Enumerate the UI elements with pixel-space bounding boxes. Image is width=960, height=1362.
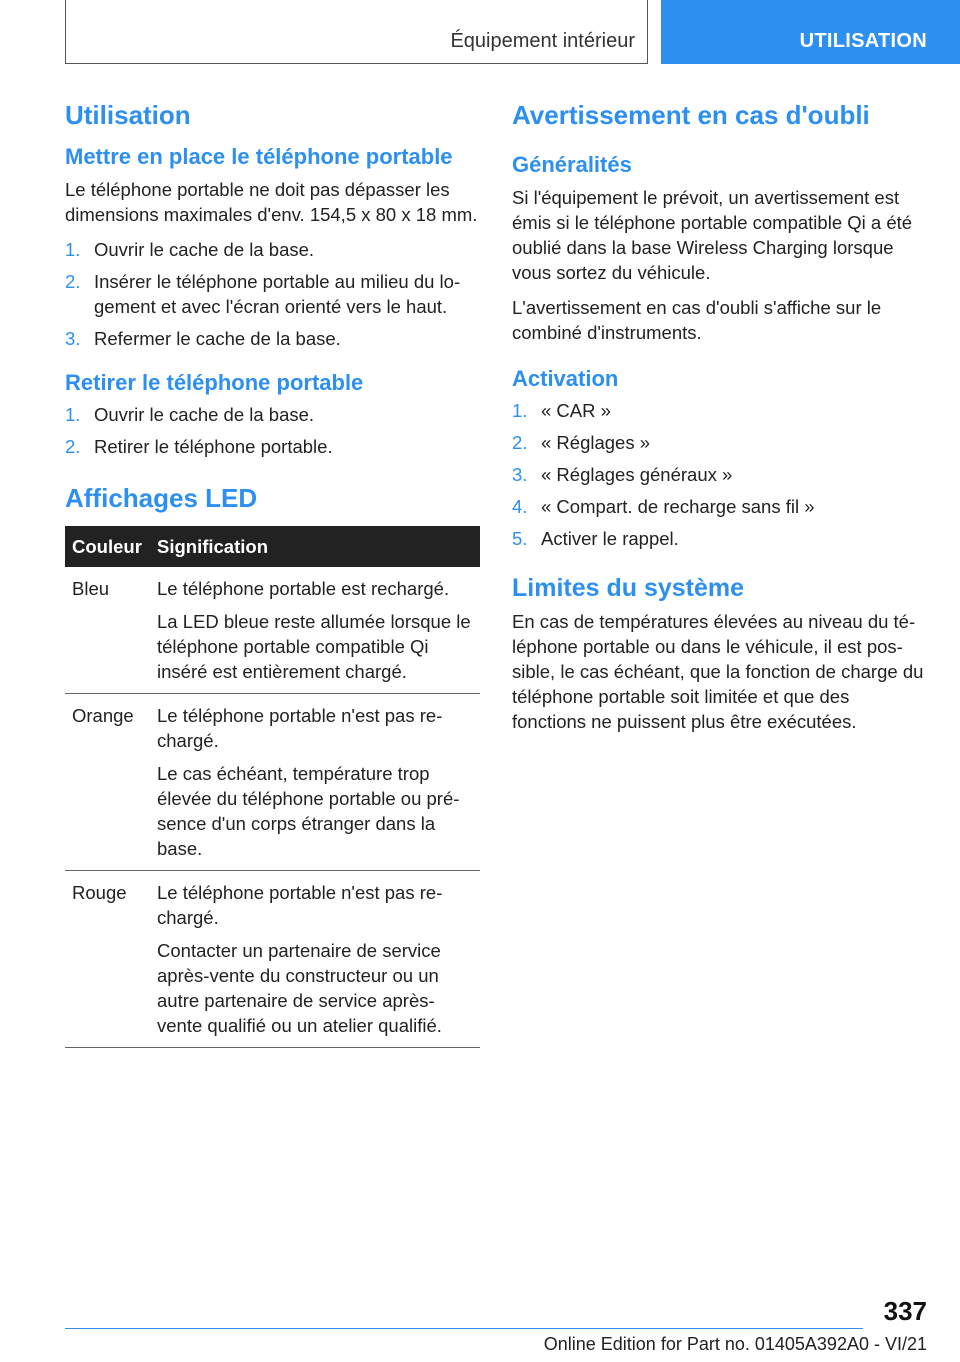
subsection-title-limits: Limites du système: [512, 574, 745, 603]
led-meaning-detail: Contacter un partenaire de service après-vente du constructeur ou un autre partenaire de service après-vente qualifié ou un atelier qualifié.: [157, 940, 442, 1037]
list-item: [512, 398, 927, 423]
led-meaning: [150, 567, 480, 694]
right-column: [512, 100, 927, 744]
column-header-meaning: Signification: [157, 536, 268, 558]
led-meaning: [150, 694, 480, 871]
step-text: Insérer le téléphone portable au milieu du logement et avec l'écran orienté vers le haut.: [94, 270, 461, 317]
led-meaning: [150, 871, 480, 1048]
step-text: « Compart. de recharge sans fil »: [541, 496, 815, 518]
subsection-title-remove: Retirer le téléphone portable: [65, 369, 364, 395]
step-text: « CAR »: [541, 400, 611, 422]
step-text: Ouvrir le cache de la base.: [94, 238, 315, 260]
step-number: 2.: [512, 432, 528, 454]
step-text: Refermer le cache de la base.: [94, 327, 341, 349]
general-paragraph-2: L'avertissement en cas d'oubli s'affiche sur le combiné d'instruments.: [512, 296, 882, 343]
header-section-title: Équipement intérieur: [450, 30, 635, 52]
led-table: [65, 526, 480, 1048]
table-row: [65, 694, 480, 871]
led-meaning-main: Le téléphone portable n'est pas rechargé.: [157, 882, 443, 929]
section-title-led: Affichages LED: [65, 483, 258, 514]
list-item: [512, 430, 927, 455]
list-item: [65, 326, 480, 351]
column-header-color: Couleur: [72, 536, 142, 558]
list-item: [65, 434, 480, 459]
step-number: 1.: [65, 238, 81, 260]
step-text: Ouvrir le cache de la base.: [94, 404, 315, 426]
step-number: 3.: [65, 327, 81, 349]
led-meaning-detail: Le cas échéant, température trop élevée du téléphone portable ou présence d'un corps étranger dans la base.: [157, 763, 460, 860]
list-item: [512, 526, 927, 551]
step-number: 1.: [512, 400, 528, 422]
page-number: 337: [883, 1296, 927, 1326]
insert-steps: [65, 237, 480, 351]
footer-edition: Online Edition for Part no. 01405A392A0 - VI/21: [543, 1334, 927, 1354]
list-item: [512, 494, 927, 519]
step-number: 5.: [512, 528, 528, 550]
step-text: « Réglages généraux »: [541, 464, 733, 486]
led-meaning-main: Le téléphone portable n'est pas rechargé.: [157, 705, 443, 752]
header-chapter-title: UTILISATION: [799, 30, 927, 52]
step-number: 2.: [65, 270, 81, 292]
step-number: 4.: [512, 496, 528, 518]
insert-intro: Le téléphone portable ne doit pas dépasser les dimensions maximales d'env. 154,5 x 80 x 18 mm.: [65, 178, 478, 225]
header-chapter-tab: [661, 0, 960, 64]
section-title-utilisation: Utilisation: [65, 100, 191, 130]
step-text: Activer le rappel.: [541, 528, 679, 550]
footer-divider: [65, 1328, 863, 1329]
led-color: Rouge: [65, 871, 150, 1048]
table-header-row: [65, 526, 480, 567]
list-item: [512, 462, 927, 487]
subsection-title-insert: Mettre en place le téléphone portable: [65, 144, 453, 170]
list-item: [65, 402, 480, 427]
led-meaning-detail: La LED bleue reste allumée lorsque le téléphone portable compatible Qi inséré est entièrement chargé.: [157, 611, 471, 683]
subsection-title-activation: Activation: [512, 365, 619, 391]
header-section-box: [65, 0, 648, 64]
subsection-title-general: Généralités: [512, 152, 632, 178]
general-paragraph-1: Si l'équipement le prévoit, un avertissement est émis si le téléphone portable compatible Qi a été oublié dans la base Wireless Charging lorsque vous sortez du véhicule.: [512, 186, 913, 283]
step-number: 1.: [65, 404, 81, 426]
table-row: [65, 567, 480, 694]
remove-steps: [65, 402, 480, 459]
limits-paragraph: En cas de températures élevées au niveau du téléphone portable ou dans le véhicule, il est possible, le cas échéant, que la fonction de charge du téléphone portable soit limitée et que des fonctions ne puissent plus être exécutées.: [512, 611, 924, 733]
step-number: 3.: [512, 464, 528, 486]
left-column: [65, 100, 480, 1048]
list-item: [65, 237, 480, 262]
step-text: « Réglages »: [541, 432, 651, 454]
led-color: Bleu: [65, 567, 150, 694]
led-color: Orange: [65, 694, 150, 871]
step-text: Retirer le téléphone portable.: [94, 436, 333, 458]
led-meaning-main: Le téléphone portable est rechargé.: [157, 578, 450, 600]
activation-steps: [512, 398, 927, 551]
table-row: [65, 871, 480, 1048]
section-title-warning: Avertissement en cas d'oubli: [512, 100, 870, 130]
step-number: 2.: [65, 436, 81, 458]
list-item: [65, 269, 480, 319]
